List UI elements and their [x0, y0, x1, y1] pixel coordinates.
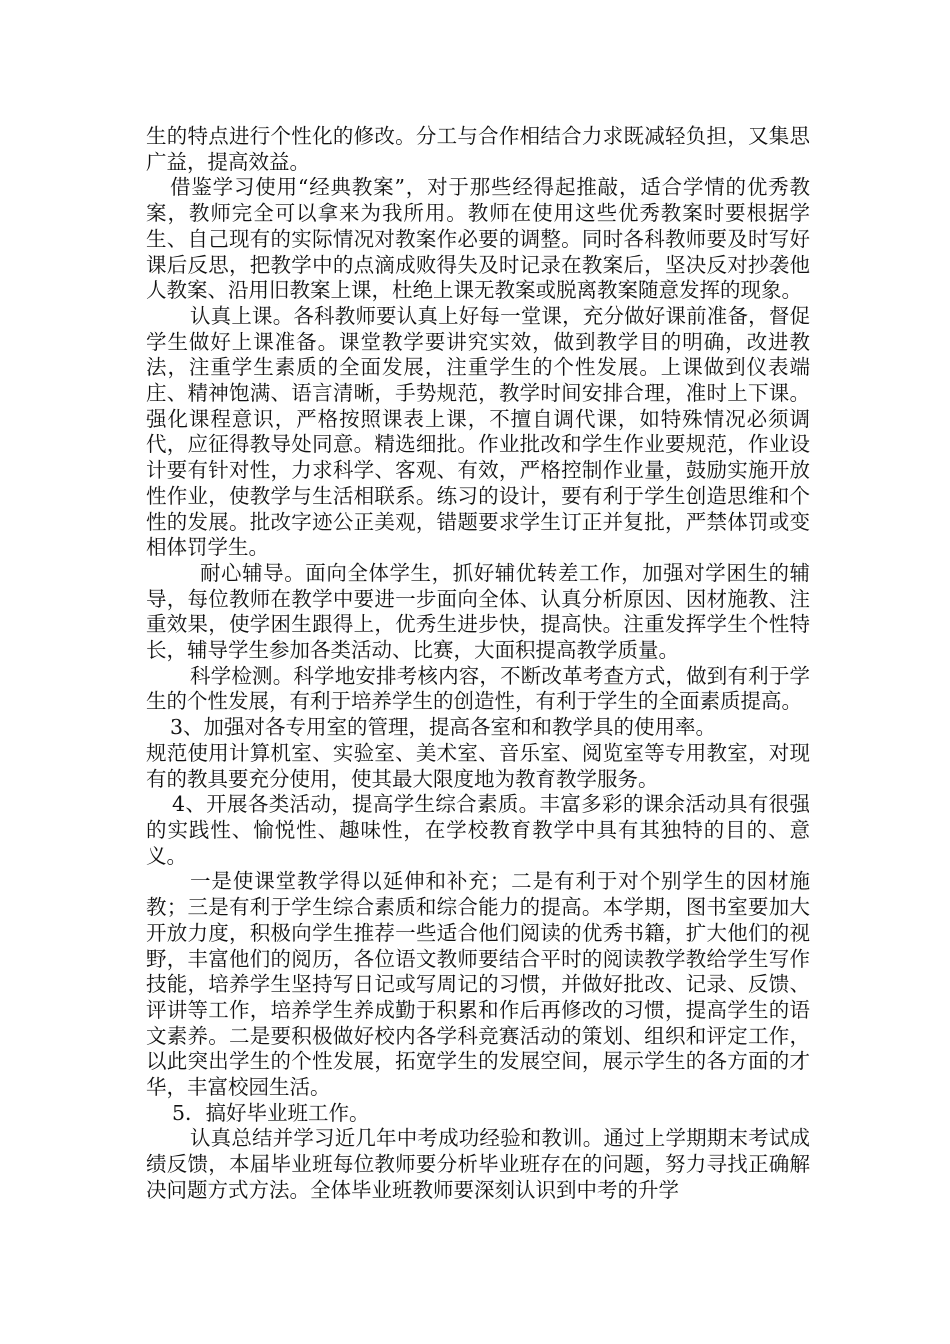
paragraph-classic-lesson-plans: 借鉴学习使用“经典教案”，对于那些经得起推敲，适合学情的优秀教案，教师完全可以拿来为我所用。教师在使用这些优秀教案时要根据学生、自己现有的实际情况对教案作必要的调整。同时各科教师要及时写好课后反思，把教学中的点滴成败得失及时记录在教案后，坚决反对抄袭他人教案、沿用旧教案上课，杜绝上课无教案或脱离教案随意发挥的现象。 — [146, 175, 810, 303]
paragraph-attend-class: 认真上课。各科教师要认真上好每一堂课，充分做好课前准备，督促学生做好上课准备。课堂教学要讲究实效，做到教学目的明确，改进教法，注重学生素质的全面发展，注重学生的个性发展。上课做到仪表端庄、精神饱满、语言清晰，手势规范，教学时间安排合理，准时上下课。强化课程意识，严格按照课表上课，不擅自调代课，如特殊情况必须调代，应征得教导处同意。精选细批。作业批改和学生作业要规范，作业设计要有针对性，力求科学、客观、有效，严格控制作业量，鼓励实施开放性作业，使教学与生活相联系。练习的设计，要有利于学生创造思维和个性的发展。批改字迹公正美观，错题要求学生订正并复批，严禁体罚或变相体罚学生。 — [146, 303, 810, 560]
paragraph-patient-tutoring: 耐心辅导。面向全体学生，抓好辅优转差工作，加强对学困生的辅导，每位教师在教学中要进一步面向全体、认真分析原因、因材施教、注重效果，使学困生跟得上，优秀生进步快，提高快。注重发挥学生个性特长，辅导学生参加各类活动、比赛，大面积提高教学质量。 — [146, 560, 810, 663]
paragraph-activities: 4、开展各类活动，提高学生综合素质。丰富多彩的课余活动具有很强的实践性、愉悦性、趣味性，在学校教育教学中具有其独特的目的、意义。 — [146, 792, 810, 868]
paragraph-activity-benefits: 一是使课堂教学得以延伸和补充；二是有利于对个别学生的因材施教；三是有利于学生综合素质和综合能力的提高。本学期，图书室要加大开放力度，积极向学生推荐一些适合他们阅读的优秀书籍，扩大他们的视野，丰富他们的阅历，各位语文教师要结合平时的阅读教学教给学生写作技能，培养学生坚持写日记或写周记的习惯，并做好批改、记录、反馈、评讲等工作，培养学生养成勤于积累和作后再修改的习惯，提高学生的语文素养。二是要积极做好校内各学科竞赛活动的策划、组织和评定工作，以此突出学生的个性发展，拓宽学生的发展空间，展示学生的各方面的才华，丰富校园生活。 — [146, 869, 810, 1100]
paragraph-special-rooms: 规范使用计算机室、实验室、美术室、音乐室、阅览室等专用教室，对现有的教具要充分使用，使其最大限度地为教育教学服务。 — [146, 740, 810, 791]
document-body — [146, 124, 810, 1204]
paragraph-scientific-testing: 科学检测。科学地安排考核内容，不断改革考查方式，做到有利于学生的个性发展，有利于培养学生的创造性，有利于学生的全面素质提高。 — [146, 663, 810, 714]
paragraph-exam-experience: 认真总结并学习近几年中考成功经验和教训。通过上学期期末考试成绩反馈，本届毕业班每位教师要分析毕业班存在的问题，努力寻找正确解决问题方式方法。全体毕业班教师要深刻认识到中考的升学 — [146, 1126, 810, 1202]
heading-graduating-class: 5．搞好毕业班工作。 — [172, 1100, 370, 1125]
heading-special-rooms: 3、加强对各专用室的管理，提高各室和和教学具的使用率。 — [170, 715, 717, 740]
paragraph-personalized-revision: 生的特点进行个性化的修改。分工与合作相结合力求既减轻负担，又集思广益，提高效益。 — [146, 124, 810, 174]
